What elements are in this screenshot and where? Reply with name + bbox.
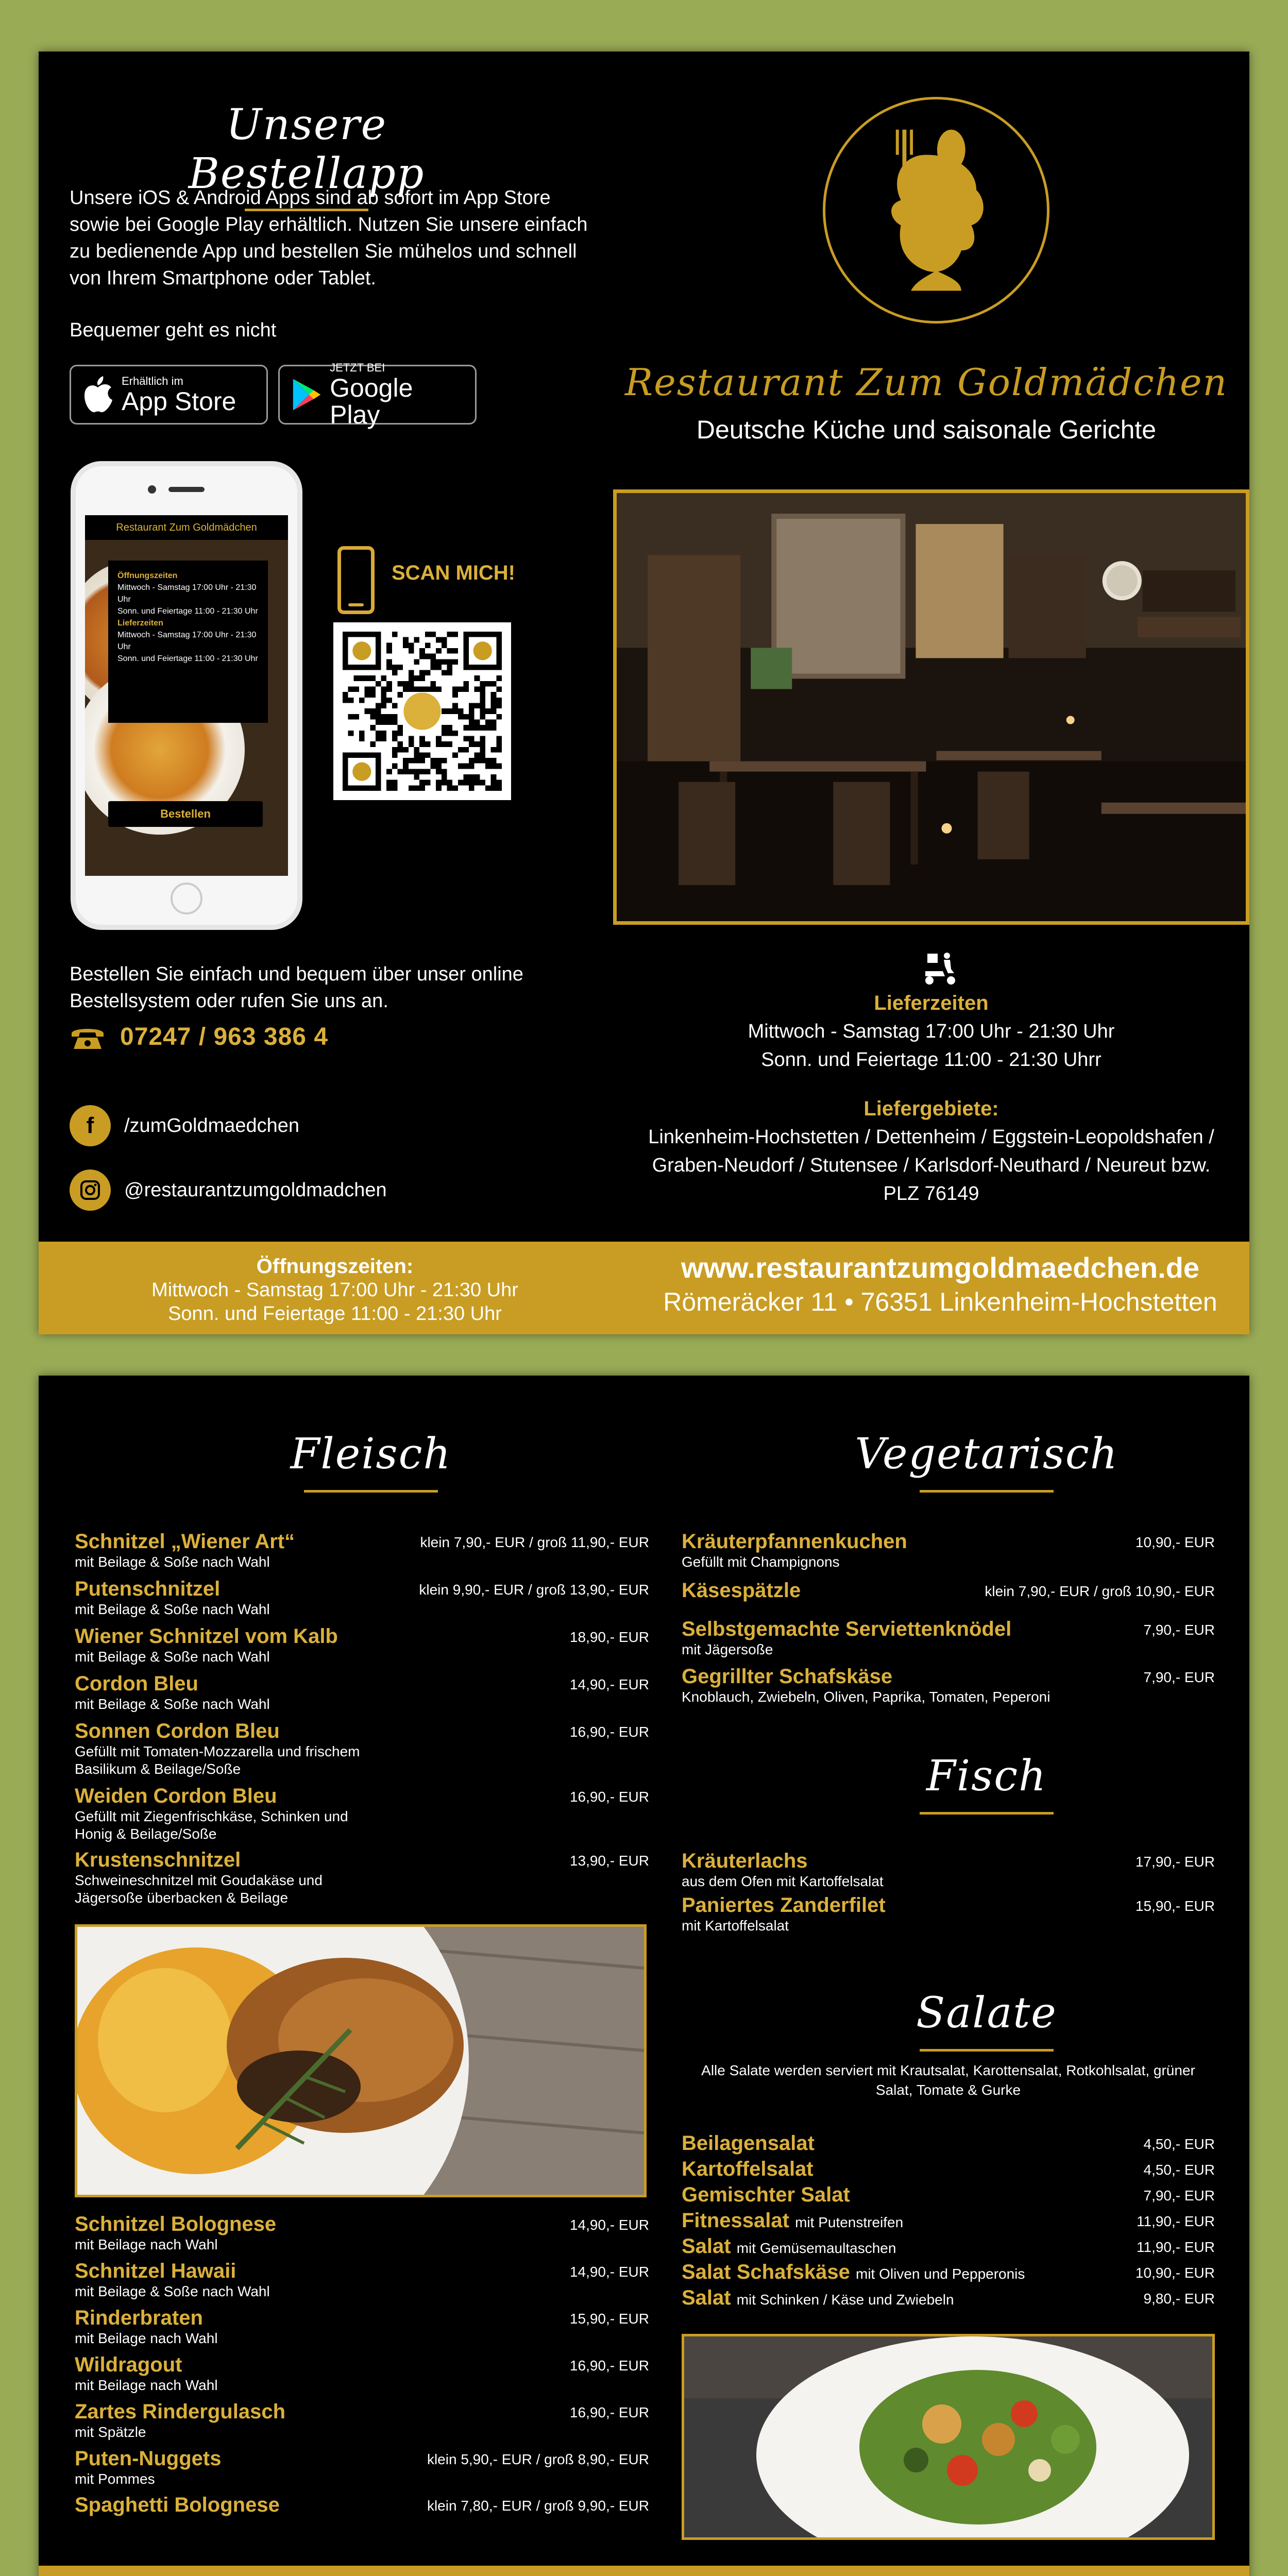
- instagram-link[interactable]: [70, 1170, 387, 1211]
- salad-item-price: 7,90,- EUR: [1143, 2188, 1215, 2204]
- app-description: Unsere iOS & Android Apps sind ab sofort im App Store sowie bei Google Play erhältlich. Nutzen Sie unsere einfach zu bedienende App und bestellen Sie mühelos und schnell von Ihrem Smartphone oder Tablet.: [70, 187, 588, 289]
- menu-item-name: Wildragout: [75, 2353, 182, 2376]
- facebook-link[interactable]: [70, 1105, 299, 1146]
- menu-item-price: klein 9,90,- EUR / groß 13,90,- EUR: [419, 1582, 649, 1598]
- salad-item: [682, 2158, 1215, 2181]
- menu-item-price: 7,90,- EUR: [1143, 1669, 1215, 1685]
- delivery-areas-line: Linkenheim-Hochstetten / Dettenheim / Eggstein-Leopoldshafen /: [648, 1126, 1214, 1148]
- title-underline: [304, 1490, 438, 1493]
- phone-screen: [85, 515, 288, 876]
- popup-heading: Öffnungszeiten: [117, 571, 178, 580]
- menu-item-desc: Schweineschnitzel mit Goudakäse und Jägersoße überbacken & Beilage: [75, 1872, 323, 1906]
- menu-item-name: Käsespätzle: [682, 1579, 801, 1602]
- app-section-title: Unsere Bestellapp: [121, 100, 492, 211]
- salad-item-extra: mit Oliven und Pepperonis: [856, 2266, 1025, 2282]
- salad-item: [682, 2183, 1215, 2207]
- google-play-small-label: JETZT BEI: [330, 361, 385, 374]
- opening-hours-line: Mittwoch - Samstag 17:00 Uhr - 21:30 Uhr: [151, 1279, 518, 1301]
- phone-speaker: [168, 487, 205, 492]
- salad-item: [682, 2209, 1215, 2232]
- salad-item-extra: mit Schinken / Käse und Zwiebeln: [736, 2292, 954, 2308]
- menu-item-price: 15,90,- EUR: [1135, 1898, 1215, 1914]
- menu-item-name: Kräuterlachs: [682, 1850, 808, 1872]
- restaurant-interior-photo: [613, 489, 1249, 925]
- hours-popup: [108, 561, 268, 723]
- phone-number[interactable]: 07247 / 963 386 4: [120, 1023, 329, 1050]
- menu-item: [75, 1849, 649, 1907]
- menu-item-name: Kräuterpfannenkuchen: [682, 1530, 907, 1553]
- salad-item-price: 11,90,- EUR: [1137, 2239, 1215, 2255]
- menu-item-price: 16,90,- EUR: [569, 1789, 649, 1805]
- menu-item-name: Gegrillter Schafskäse: [682, 1665, 893, 1688]
- opening-hours-heading: Öffnungszeiten:: [256, 1255, 414, 1278]
- address: Römeräcker 11 • 76351 Linkenheim-Hochstetten: [663, 1287, 1217, 1316]
- menu-item-name: Schnitzel Hawaii: [75, 2260, 236, 2282]
- salad-item: [682, 2132, 1215, 2155]
- salad-item-name: Gemischter Salat: [682, 2183, 850, 2206]
- restaurant-logo: [823, 97, 1049, 324]
- menu-item: [682, 1665, 1215, 1706]
- phone-home-button: [171, 883, 202, 914]
- title-underline: [920, 2049, 1054, 2052]
- section-title-fisch: Fisch: [827, 1752, 1146, 1815]
- menu-item-name: Weiden Cordon Bleu: [75, 1785, 277, 1807]
- menu-item-price: 16,90,- EUR: [569, 2404, 649, 2420]
- flyer-page-front: [39, 52, 1249, 1334]
- menu-item-name: Krustenschnitzel: [75, 1849, 241, 1871]
- menu-item: [75, 2353, 649, 2394]
- section-title-salate: Salate: [827, 1989, 1146, 2052]
- menu-item: [75, 1785, 649, 1843]
- menu-item-desc: Gefüllt mit Tomaten-Mozzarella und frischem Basilikum & Beilage/Soße: [75, 1743, 360, 1777]
- phone-camera: [148, 485, 156, 494]
- menu-item: [75, 1672, 649, 1713]
- menu-item-price: 14,90,- EUR: [569, 2217, 649, 2233]
- menu-item-name: Selbstgemachte Serviettenknödel: [682, 1618, 1012, 1640]
- delivery-times: [613, 989, 1249, 1074]
- menu-item: [682, 1894, 1215, 1935]
- delivery-areas-heading: Liefergebiete:: [863, 1097, 999, 1120]
- delivery-times-line: Mittwoch - Samstag 17:00 Uhr - 21:30 Uhr: [748, 1021, 1115, 1042]
- section-title-fleisch: Fleisch: [211, 1430, 531, 1493]
- popup-line: Sonn. und Feiertage 11:00 - 21:30 Uhr: [117, 607, 258, 616]
- menu-item-desc: mit Beilage & Soße nach Wahl: [75, 2283, 270, 2299]
- menu-item: [75, 1720, 649, 1778]
- salad-item-name: Salat: [682, 2235, 731, 2258]
- app-store-badge[interactable]: [70, 365, 268, 425]
- order-description: Bestellen Sie einfach und bequem über unser online Bestellsystem oder rufen Sie uns an.: [70, 963, 523, 1012]
- delivery-times-heading: Lieferzeiten: [874, 992, 989, 1014]
- title-underline: [920, 1490, 1054, 1493]
- menu-item: [682, 1618, 1215, 1658]
- flyer-page-menu: [39, 1376, 1249, 2576]
- menu-item-desc: Gefüllt mit Ziegenfrischkäse, Schinken und Honig & Beilage/Soße: [75, 1808, 348, 1842]
- app-tagline: Bequemer geht es nicht: [70, 319, 277, 341]
- google-play-badge[interactable]: [278, 361, 477, 429]
- facebook-icon: f: [70, 1105, 111, 1146]
- scan-me-label: SCAN MICH!: [392, 562, 515, 584]
- menu-item-name: Schnitzel „Wiener Art“: [75, 1530, 295, 1553]
- salad-item-price: 10,90,- EUR: [1135, 2265, 1215, 2281]
- phone-number-row[interactable]: [70, 1023, 328, 1051]
- title-underline: [920, 1812, 1054, 1815]
- salad-photo: [682, 2334, 1215, 2540]
- menu-item: [75, 2400, 649, 2441]
- menu-item-price: 15,90,- EUR: [569, 2311, 649, 2327]
- menu-item-price: 7,90,- EUR: [1143, 1622, 1215, 1638]
- menu-item-name: Sonnen Cordon Bleu: [75, 1720, 280, 1742]
- delivery-areas-line: Graben-Neudorf / Stutensee / Karlsdorf-Neuthard / Neureut bzw.: [652, 1155, 1211, 1176]
- restaurant-name: Restaurant Zum Goldmädchen: [624, 361, 1228, 404]
- menu-item-desc: aus dem Ofen mit Kartoffelsalat: [682, 1873, 884, 1889]
- menu-item: [75, 2307, 649, 2347]
- footer-bar: [39, 1242, 1249, 1334]
- delivery-scooter-icon: [922, 951, 958, 987]
- menu-item-name: Rinderbraten: [75, 2307, 203, 2329]
- menu-item-name: Putenschnitzel: [75, 1578, 221, 1600]
- menu-item-name: Cordon Bleu: [75, 1672, 198, 1695]
- popup-line: Mittwoch - Samstag 17:00 Uhr - 21:30 Uhr: [117, 583, 257, 604]
- menu-item: [75, 2213, 649, 2253]
- menu-item-price: 14,90,- EUR: [569, 2264, 649, 2280]
- salad-item-price: 11,90,- EUR: [1137, 2213, 1215, 2229]
- google-play-icon: [291, 377, 321, 412]
- menu-item-desc: mit Beilage & Soße nach Wahl: [75, 1696, 270, 1712]
- menu-item: [75, 2494, 649, 2517]
- menu-item: [75, 1578, 649, 1618]
- menu-item-price: 18,90,- EUR: [569, 1629, 649, 1645]
- menu-item-name: Wiener Schnitzel vom Kalb: [75, 1625, 338, 1648]
- menu-item-desc: mit Pommes: [75, 2471, 155, 2487]
- phone-screen-title: Restaurant Zum Goldmädchen: [85, 515, 288, 540]
- goldmaedchen-logo-icon: [825, 99, 1047, 321]
- app-store-small-label: Erhältlich im: [122, 375, 183, 387]
- salad-note: Alle Salate werden serviert mit Krautsalat, Karottensalat, Rotkohlsalat, grüner Salat, Tomate & Gurke: [701, 2062, 1195, 2098]
- menu-item-price: 16,90,- EUR: [569, 2358, 649, 2374]
- salad-illustration: [684, 2336, 1212, 2537]
- salad-item-extra: mit Putenstreifen: [795, 2214, 904, 2230]
- schnitzel-illustration: [77, 1927, 644, 2195]
- popup-line: Mittwoch - Samstag 17:00 Uhr - 21:30 Uhr: [117, 631, 257, 651]
- salad-item-price: 4,50,- EUR: [1143, 2162, 1215, 2178]
- delivery-areas: [613, 1095, 1249, 1208]
- instagram-handle: @restaurantzumgoldmadchen: [124, 1179, 387, 1201]
- salad-item-name: Salat: [682, 2286, 731, 2309]
- menu-item: [75, 2447, 649, 2488]
- section-title-vegetarisch: Vegetarisch: [827, 1430, 1146, 1493]
- salad-item-price: 4,50,- EUR: [1143, 2136, 1215, 2152]
- app-store-label: App Store: [122, 387, 236, 416]
- salad-item: [682, 2261, 1215, 2284]
- menu-item-desc: mit Beilage & Soße nach Wahl: [75, 1554, 270, 1570]
- interior-illustration: [617, 493, 1246, 921]
- salad-item: [682, 2286, 1215, 2310]
- website-link[interactable]: www.restaurantzumgoldmaedchen.de: [681, 1251, 1200, 1284]
- popup-heading: Lieferzeiten: [117, 619, 163, 628]
- menu-item-price: 14,90,- EUR: [569, 1676, 649, 1692]
- menu-item: [75, 1625, 649, 1666]
- menu-item: [682, 1850, 1215, 1890]
- delivery-areas-line: PLZ 76149: [883, 1183, 979, 1205]
- menu-item-price: klein 7,90,- EUR / groß 11,90,- EUR: [420, 1534, 649, 1550]
- google-play-label: Google Play: [330, 374, 413, 429]
- salad-item-name: Kartoffelsalat: [682, 2158, 814, 2180]
- menu-item-name: Spaghetti Bolognese: [75, 2494, 280, 2516]
- menu-item-desc: mit Beilage nach Wahl: [75, 2330, 218, 2346]
- menu-item-desc: mit Beilage & Soße nach Wahl: [75, 1649, 270, 1665]
- menu-item-name: Paniertes Zanderfilet: [682, 1894, 886, 1917]
- salad-item-price: 9,80,- EUR: [1143, 2291, 1215, 2307]
- menu-item: [682, 1530, 1215, 1571]
- apple-icon: [82, 376, 113, 413]
- phone-mockup: [71, 461, 302, 930]
- menu-item-price: klein 7,80,- EUR / groß 9,90,- EUR: [427, 2498, 649, 2514]
- menu-item-desc: mit Beilage nach Wahl: [75, 2377, 218, 2393]
- qr-code-pattern: [343, 632, 502, 791]
- menu-item-price: 17,90,- EUR: [1135, 1854, 1215, 1870]
- salad-item-name: Fitnessalat: [682, 2209, 789, 2232]
- menu-item-desc: Gefüllt mit Champignons: [682, 1554, 840, 1570]
- menu-item-price: 10,90,- EUR: [1135, 1534, 1215, 1550]
- menu-item-name: Schnitzel Bolognese: [75, 2213, 277, 2235]
- menu-item-desc: mit Kartoffelsalat: [682, 1918, 789, 1934]
- popup-line: Sonn. und Feiertage 11:00 - 21:30 Uhr: [117, 654, 258, 663]
- salad-item-name: Beilagensalat: [682, 2132, 815, 2155]
- menu-item-desc: mit Jägersoße: [682, 1641, 773, 1657]
- menu-item: [75, 2260, 649, 2300]
- instagram-icon: [70, 1170, 111, 1211]
- opening-hours-line: Sonn. und Feiertage 11:00 - 21:30 Uhr: [168, 1303, 502, 1325]
- qr-code[interactable]: [333, 622, 511, 800]
- menu-item-name: Zartes Rindergulasch: [75, 2400, 286, 2423]
- salad-item: [682, 2235, 1215, 2258]
- menu-item-price: 16,90,- EUR: [569, 1724, 649, 1740]
- menu-item: [682, 1579, 1215, 1602]
- menu-item-desc: Knoblauch, Zwiebeln, Oliven, Paprika, Tomaten, Peperoni: [682, 1689, 1050, 1705]
- menu-item-desc: mit Spätzle: [75, 2424, 146, 2440]
- menu-item-desc: mit Beilage & Soße nach Wahl: [75, 1601, 270, 1617]
- opening-hours: [39, 1255, 631, 1326]
- menu-item: [75, 1530, 649, 1571]
- salad-item-name: Salat Schafskäse: [682, 2261, 850, 2283]
- menu-item-price: 13,90,- EUR: [569, 1853, 649, 1869]
- menu-item-price: klein 5,90,- EUR / groß 8,90,- EUR: [427, 2451, 649, 2467]
- smartphone-icon: [337, 546, 375, 614]
- telephone-icon: [70, 1024, 106, 1050]
- schnitzel-fries-photo: [75, 1924, 647, 2197]
- menu-item-name: Puten-Nuggets: [75, 2447, 222, 2470]
- facebook-handle: /zumGoldmaedchen: [124, 1114, 300, 1137]
- restaurant-subtitle: Deutsche Küche und saisonale Gerichte: [696, 415, 1157, 444]
- menu-item-desc: mit Beilage nach Wahl: [75, 2236, 218, 2252]
- menu-item-price: klein 7,90,- EUR / groß 10,90,- EUR: [985, 1583, 1215, 1599]
- footer-bar: [39, 2566, 1249, 2576]
- salad-item-extra: mit Gemüsemaultaschen: [736, 2240, 896, 2256]
- phone-order-button[interactable]: Bestellen: [108, 801, 263, 827]
- delivery-times-line: Sonn. und Feiertage 11:00 - 21:30 Uhrr: [761, 1049, 1101, 1071]
